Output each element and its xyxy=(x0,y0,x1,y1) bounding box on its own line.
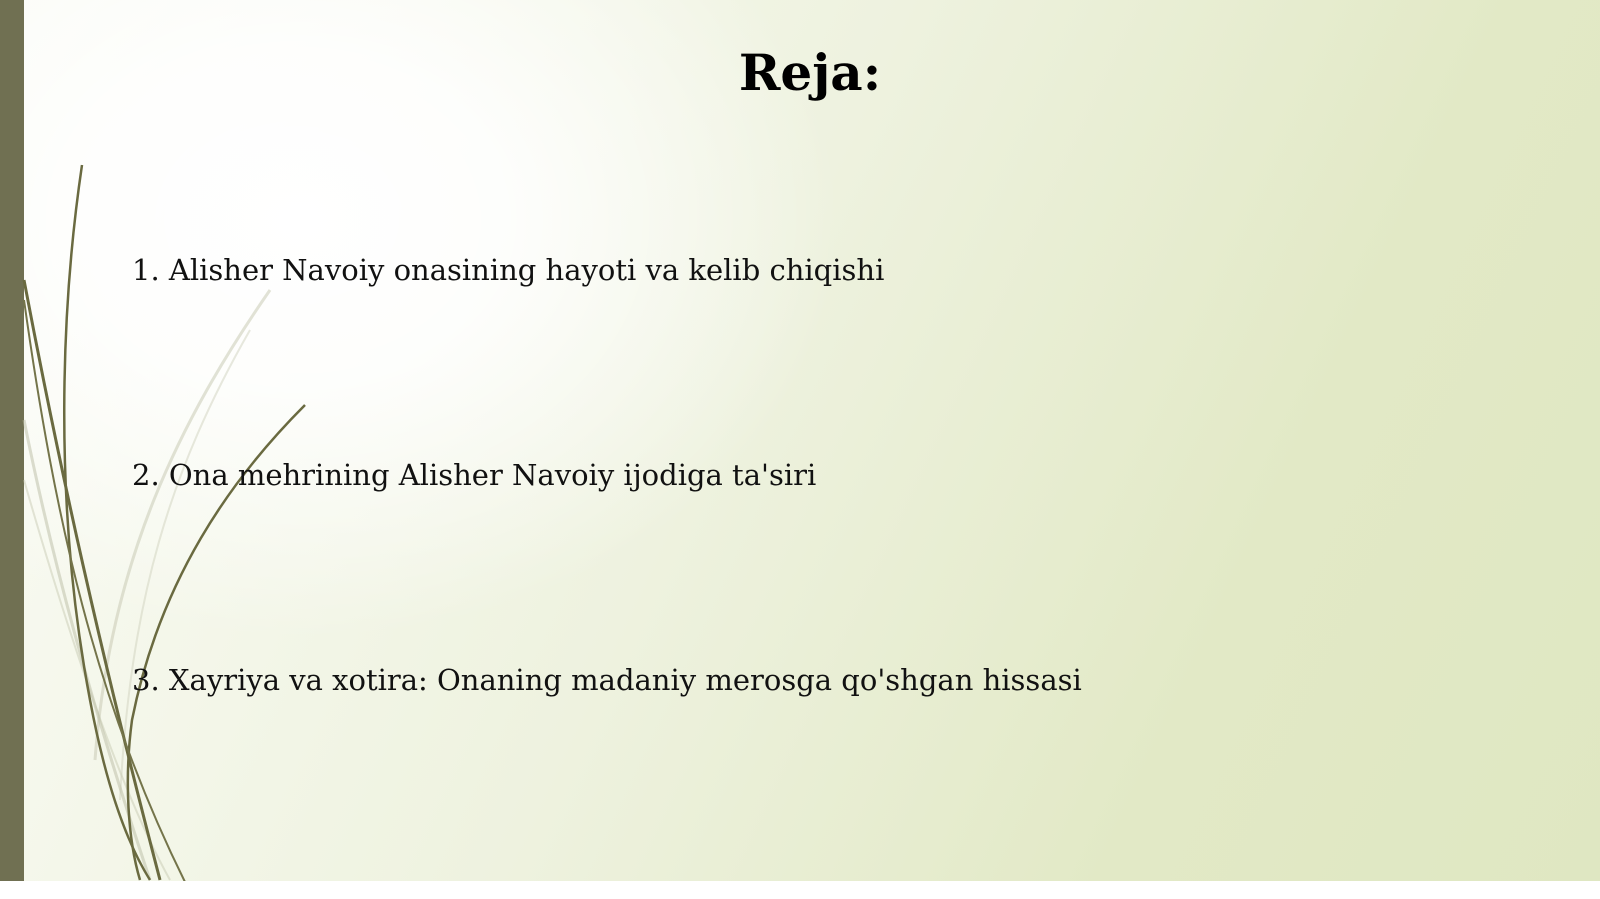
grass-blades-decoration xyxy=(0,0,320,899)
plan-item-1: 1. Alisher Navoiy onasining hayoti va kelib chiqishi xyxy=(132,253,885,287)
plan-item-3: 3. Xayriya va xotira: Onaning madaniy merosga qo'shgan hissasi xyxy=(132,663,1082,697)
bottom-edge-strip xyxy=(0,881,1600,899)
slide-title: Reja: xyxy=(738,43,882,102)
plan-item-2: 2. Ona mehrining Alisher Navoiy ijodiga ta'siri xyxy=(132,458,817,492)
